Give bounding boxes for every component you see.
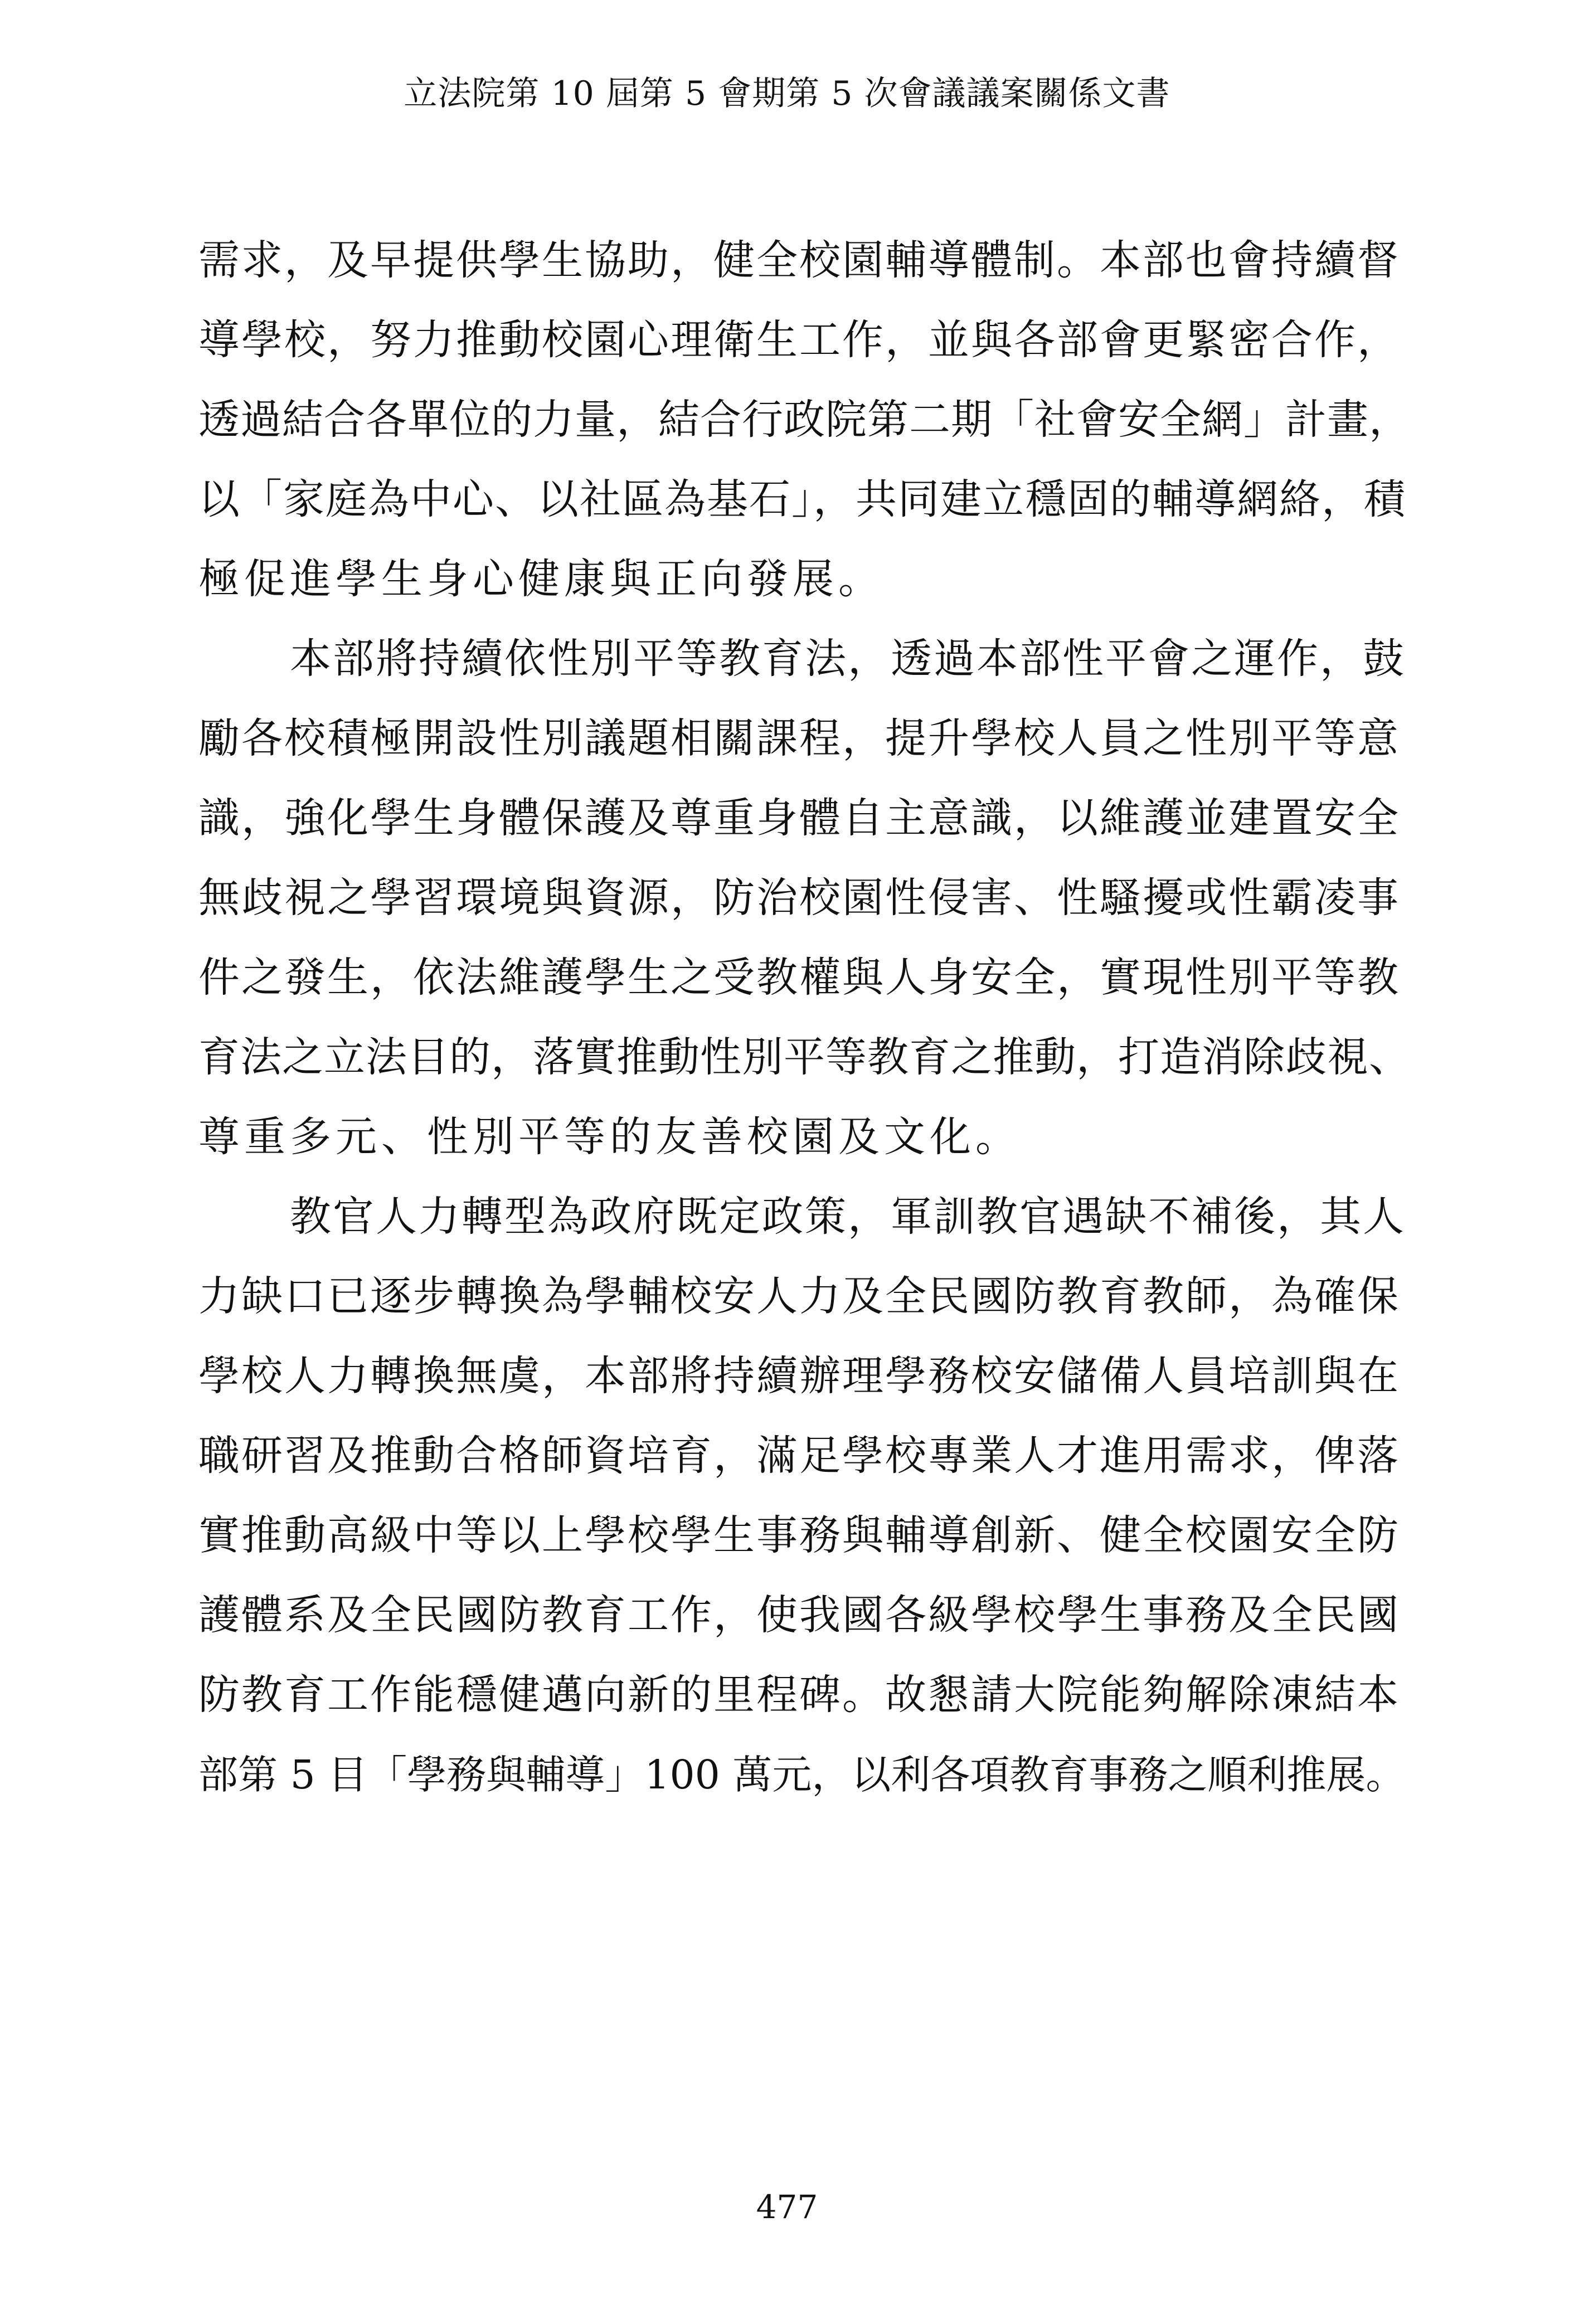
paragraph-line: 本部將持續依性別平等教育法，透過本部性平會之運作，鼓 (290, 635, 1406, 683)
paragraph-line: 部第 5 目「學務與輔導」100 萬元，以利各項教育事務之順利推展。 (198, 1752, 1406, 1798)
paragraph-line: 無歧視之學習環境與資源，防治校園性侵害、性騷擾或性霸凌事 (198, 874, 1400, 922)
paragraph-line: 以「家庭為中心、以社區為基石」，共同建立穩固的輔導網絡，積 (198, 475, 1406, 523)
paragraph-line: 護體系及全民國防教育工作，使我國各級學校學生事務及全民國 (198, 1591, 1400, 1639)
paragraph-line: 尊重多元、性別平等的友善校園及文化。 (198, 1113, 1021, 1161)
paragraph-line: 學校人力轉換無虞，本部將持續辦理學務校安儲備人員培訓與在 (198, 1352, 1400, 1400)
page-number: 477 (756, 2188, 818, 2226)
paragraph-line: 實推動高級中等以上學校學生事務與輔導創新、健全校園安全防 (198, 1511, 1400, 1559)
body-text (198, 221, 1413, 1815)
paragraph-line: 育法之立法目的，落實推動性別平等教育之推動，打造消除歧視、 (198, 1033, 1411, 1081)
paragraph-line: 勵各校積極開設性別議題相關課程，提升學校人員之性別平等意 (198, 714, 1400, 762)
paragraph-line: 識，強化學生身體保護及尊重身體自主意識，以維護並建置安全 (198, 794, 1400, 842)
paragraph-line: 職研習及推動合格師資培育，滿足學校專業人才進用需求，俾落 (198, 1432, 1400, 1480)
paragraph-3 (198, 1177, 1413, 1815)
paragraph-1 (198, 221, 1413, 619)
paragraph-line: 透過結合各單位的力量，結合行政院第二期「社會安全網」計畫， (198, 396, 1411, 444)
paragraph-line: 防教育工作能穩健邁向新的里程碑。故懇請大院能夠解除凍結本 (198, 1671, 1400, 1719)
paragraph-line: 件之發生，依法維護學生之受教權與人身安全，實現性別平等教 (198, 954, 1400, 1001)
paragraph-line: 力缺口已逐步轉換為學輔校安人力及全民國防教育教師，為確保 (198, 1272, 1400, 1320)
paragraph-line: 需求，及早提供學生協助，健全校園輔導體制。本部也會持續督 (198, 236, 1400, 284)
paragraph-line: 教官人力轉型為政府既定政策，軍訓教官遇缺不補後，其人 (290, 1193, 1406, 1241)
running-header: 立法院第 10 屆第 5 會期第 5 次會議議案關係文書 (404, 74, 1170, 113)
paragraph-line: 極促進學生身心健康與正向發展。 (198, 555, 884, 603)
paragraph-2 (198, 619, 1413, 1177)
paragraph-line: 導學校，努力推動校園心理衛生工作，並與各部會更緊密合作， (198, 316, 1400, 364)
